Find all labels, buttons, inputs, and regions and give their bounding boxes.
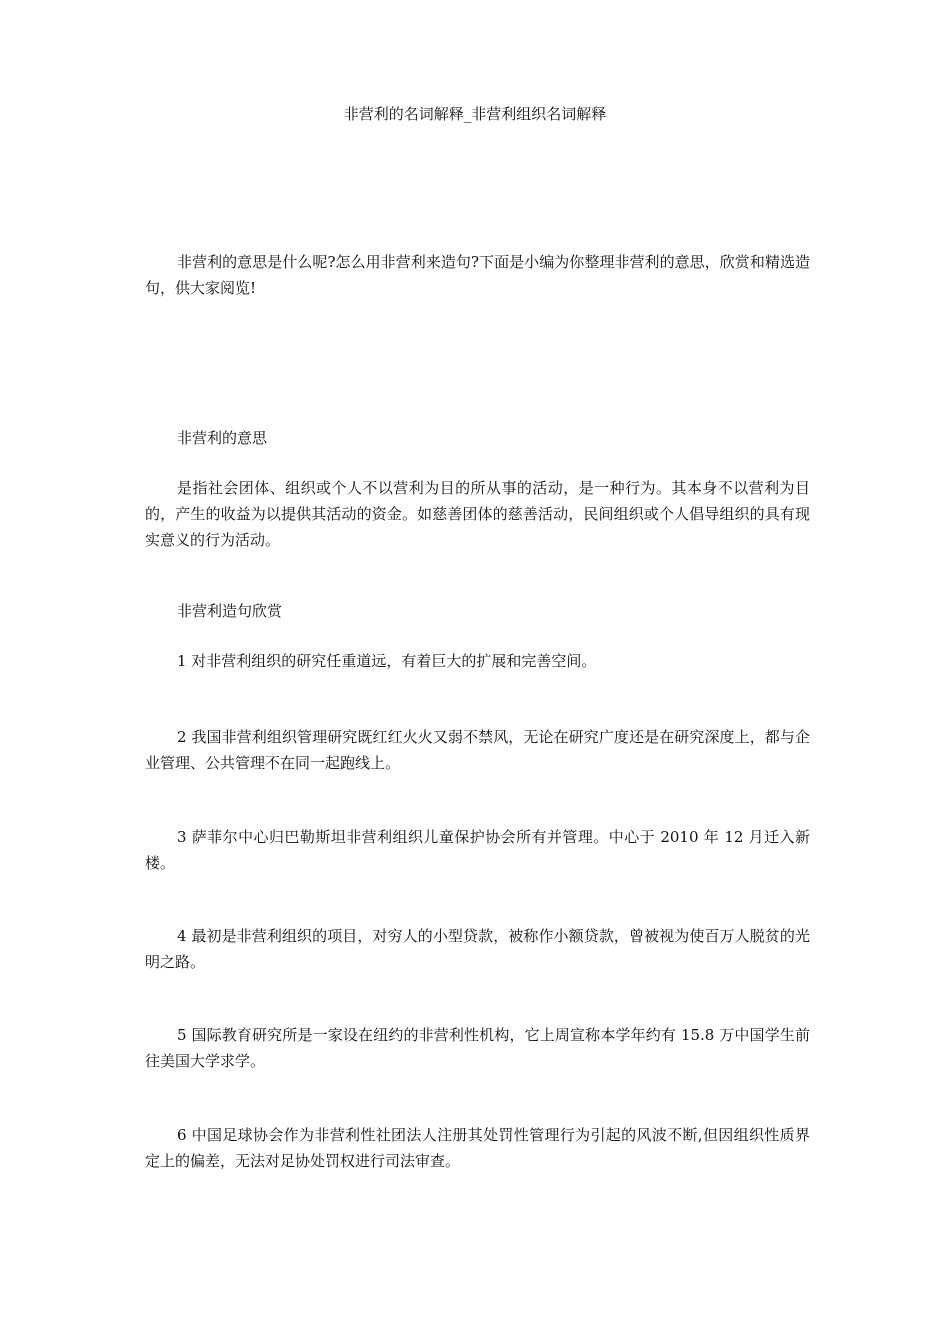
example-sentence-6: 6 中国足球协会作为非营利性社团法人注册其处罚性管理行为引起的风波不断,但因组织性质界定上的偏差，无法对足协处罚权进行司法审查。: [145, 1126, 810, 1170]
example-sentence-3: 3 萨菲尔中心归巴勒斯坦非营利组织儿童保护协会所有并管理。中心于 2010 年 12 月迁入新楼。: [145, 828, 810, 872]
example-sentence-2: 2 我国非营利组织管理研究既红红火火又弱不禁风，无论在研究广度还是在研究深度上，都与企业管理、公共管理不在同一起跑线上。: [145, 728, 810, 772]
meaning-heading: 非营利的意思: [177, 429, 268, 447]
examples-heading: 非营利造句欣赏: [177, 602, 283, 620]
example-sentence-4: 4 最初是非营利组织的项目，对穷人的小型贷款，被称作小额贷款，曾被视为使百万人脱贫的光明之路。: [145, 927, 810, 971]
document-title: 非营利的名词解释_非营利组织名词解释: [343, 105, 607, 123]
meaning-paragraph: 是指社会团体、组织或个人不以营利为目的所从事的活动，是一种行为。其本身不以营利为目的，产生的收益为以提供其活动的资金。如慈善团体的慈善活动，民间组织或个人倡导组织的具有现实意义的行为活动。: [145, 479, 810, 549]
example-sentence-5: 5 国际教育研究所是一家设在纽约的非营利性机构，它上周宣称本学年约有 15.8 万中国学生前往美国大学求学。: [145, 1026, 810, 1070]
intro-paragraph: 非营利的意思是什么呢?怎么用非营利来造句?下面是小编为你整理非营利的意思，欣赏和精选造句，供大家阅览!: [145, 253, 810, 297]
example-sentence-1: 1 对非营利组织的研究任重道远，有着巨大的扩展和完善空间。: [177, 652, 597, 670]
